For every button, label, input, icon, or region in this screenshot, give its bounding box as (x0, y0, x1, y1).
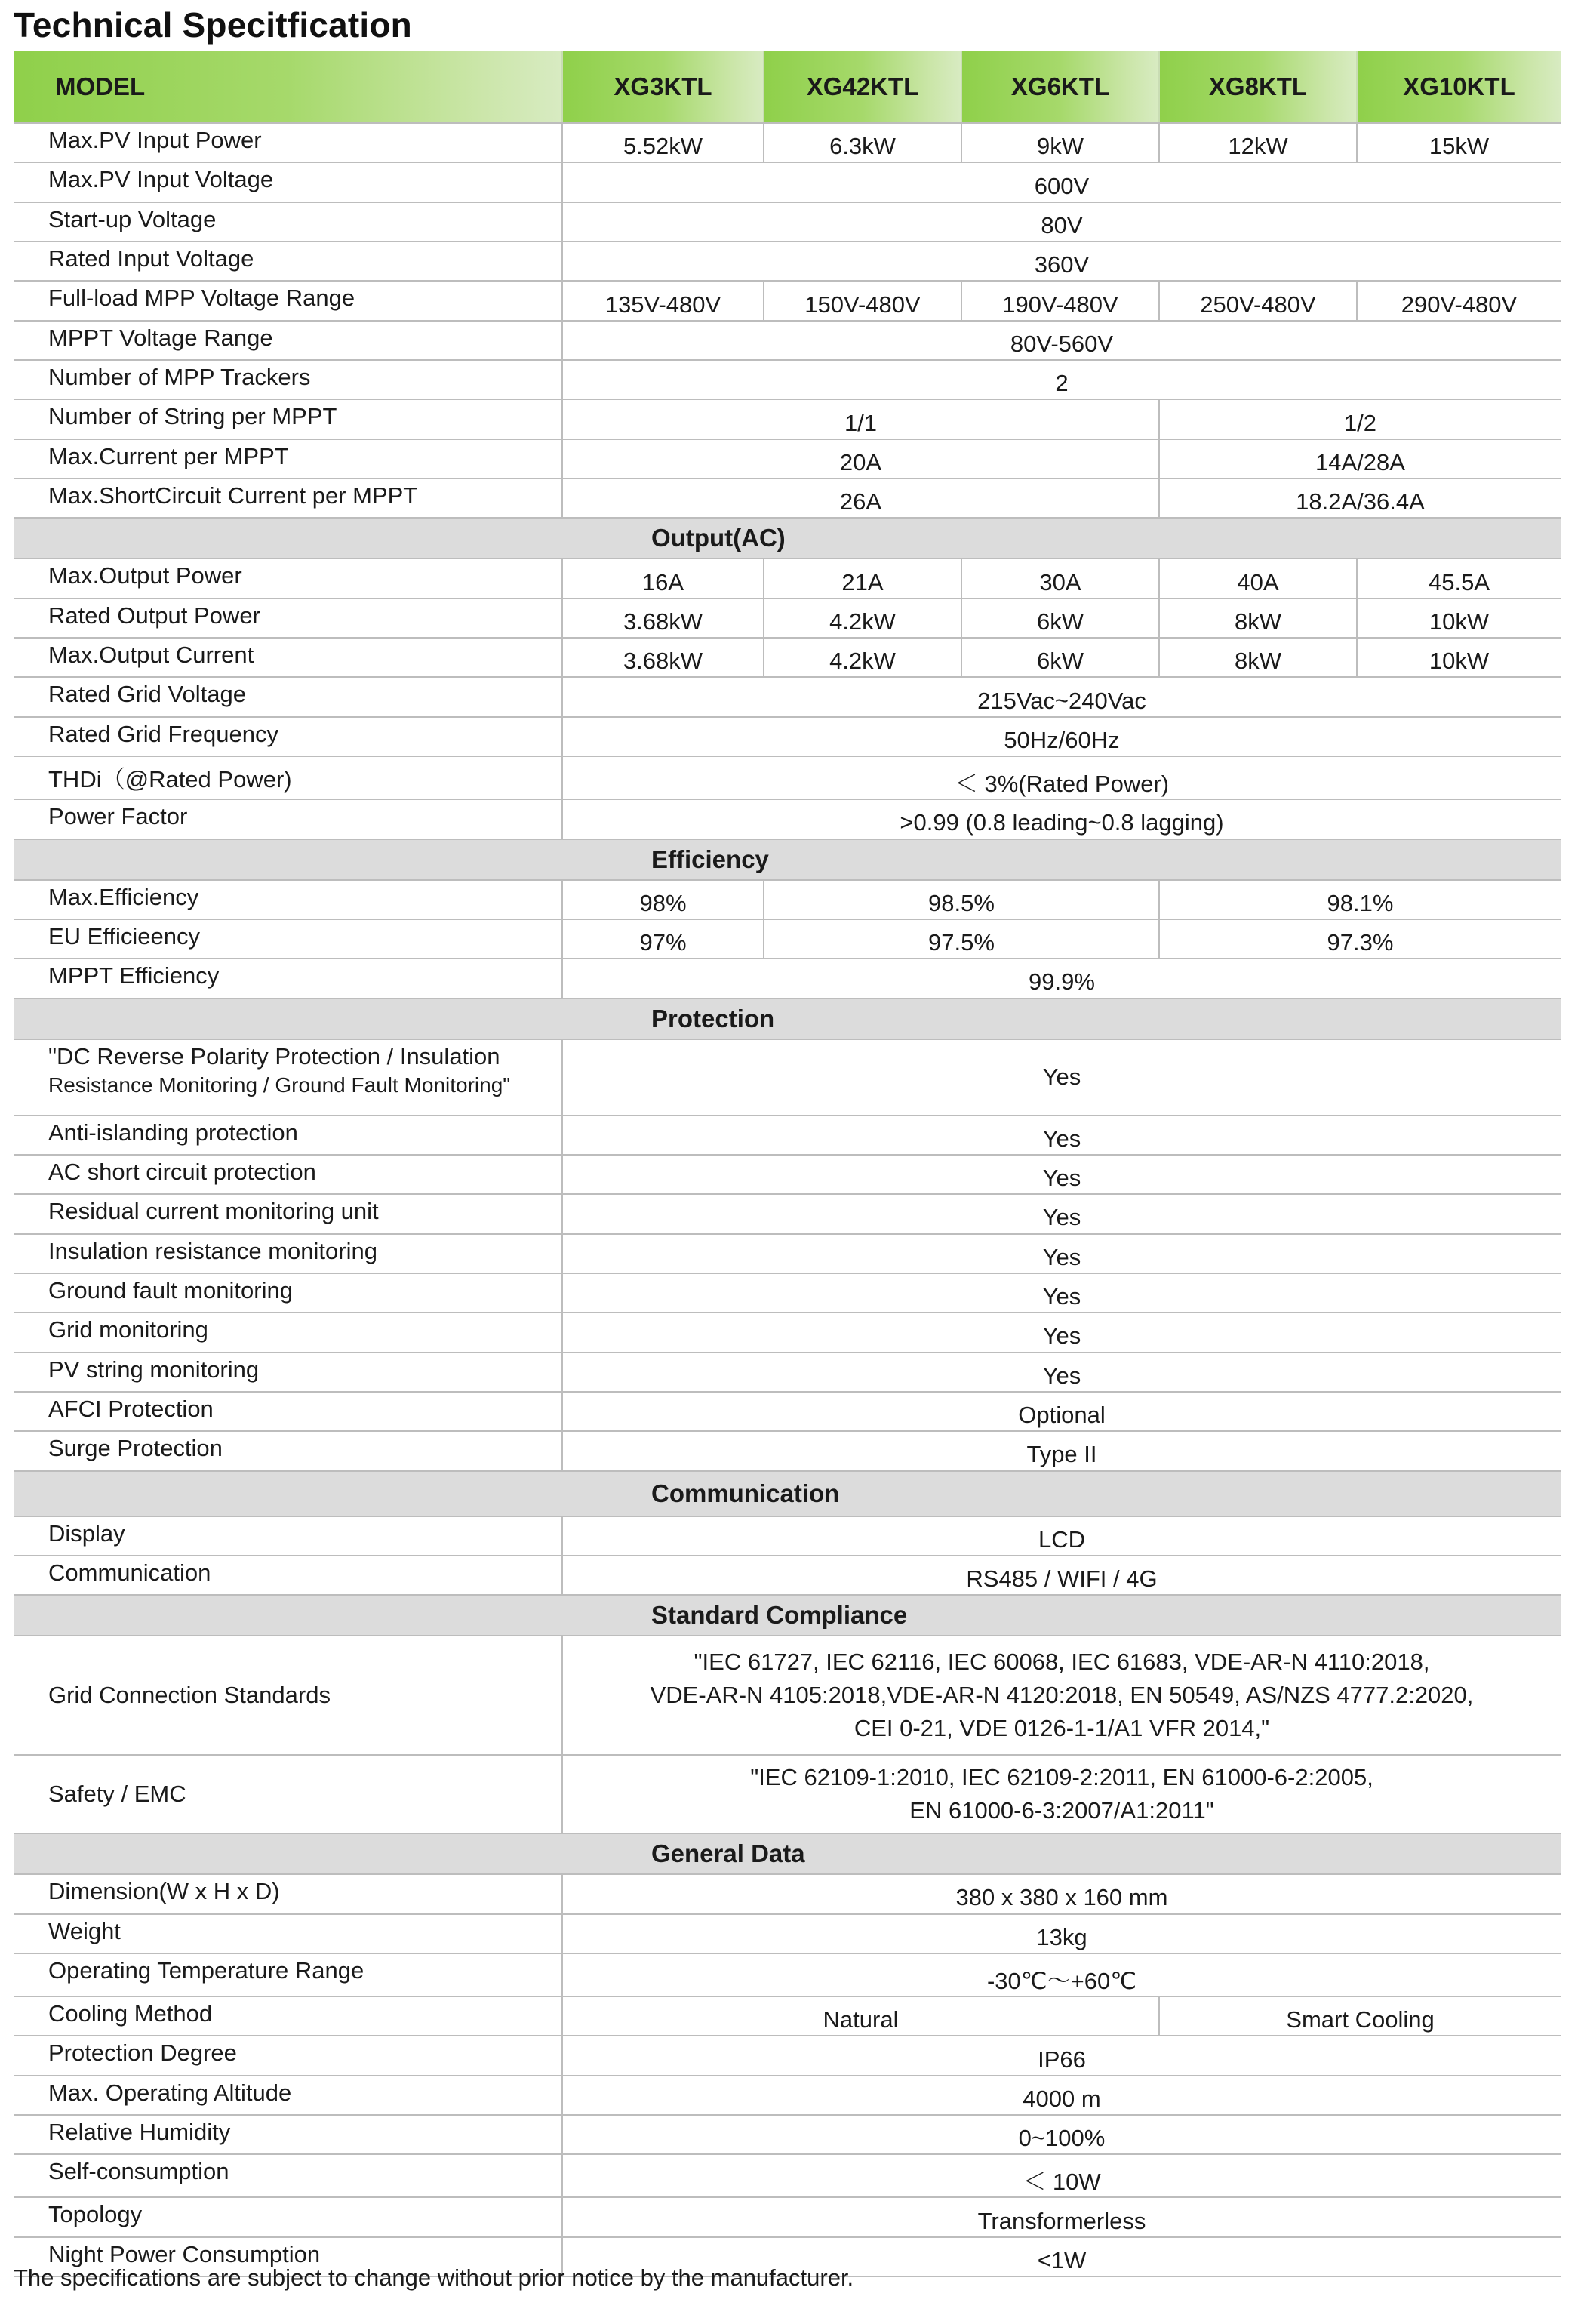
cell-value: Yes (562, 1313, 1561, 1352)
table-row (14, 1874, 1561, 1913)
row-label: Night Power Consumption (14, 2237, 562, 2276)
row-label: Number of MPP Trackers (14, 360, 562, 399)
cell-value: 8kW (1159, 599, 1357, 638)
table-row (14, 1755, 1561, 1833)
table-row (14, 1516, 1561, 1556)
cell-value: 290V-480V (1357, 281, 1561, 320)
cell-value: 250V-480V (1159, 281, 1357, 320)
cell-value: 135V-480V (562, 281, 764, 320)
cell-value: 10kW (1357, 599, 1561, 638)
table-row (14, 242, 1561, 281)
cell-value: Natural (562, 1996, 1159, 2036)
table-row (14, 123, 1561, 162)
table-row (14, 2197, 1561, 2236)
standards-line: "IEC 61727, IEC 62116, IEC 60068, IEC 61683, VDE-AR-N 4110:2018, (694, 1648, 1430, 1676)
row-label: Max.PV Input Power (14, 123, 562, 162)
table-row (14, 1155, 1561, 1194)
cell-value: Yes (562, 1155, 1561, 1194)
table-row (14, 638, 1561, 677)
cell-value: 98.5% (764, 880, 1159, 919)
table-row (14, 1392, 1561, 1431)
cell-value: 16A (562, 559, 764, 598)
table-row (14, 1914, 1561, 1953)
row-label: Anti-islanding protection (14, 1116, 562, 1155)
row-label: Insulation resistance monitoring (14, 1234, 562, 1273)
row-label: Max. Operating Altitude (14, 2076, 562, 2115)
table-row (14, 799, 1561, 839)
cell-value: Yes (562, 1116, 1561, 1155)
row-label: Start-up Voltage (14, 202, 562, 242)
cell-value: 97.3% (1159, 919, 1561, 959)
row-label: Weight (14, 1914, 562, 1953)
cell-value: >0.99 (0.8 leading~0.8 lagging) (562, 799, 1561, 839)
table-row (14, 717, 1561, 756)
section-header-efficiency (14, 839, 1561, 880)
cell-value: 40A (1159, 559, 1357, 598)
cell-value: 97.5% (764, 919, 1159, 959)
table-row (14, 1194, 1561, 1233)
cell-value (562, 1755, 1561, 1833)
row-label (14, 1039, 562, 1116)
standards-line: EN 61000-6-3:2007/A1:2011" (909, 1797, 1214, 1824)
row-label: AC short circuit protection (14, 1155, 562, 1194)
row-label: Number of String per MPPT (14, 399, 562, 439)
table-row (14, 1116, 1561, 1155)
cell-value: 97% (562, 919, 764, 959)
section-title: Protection (14, 999, 1561, 1039)
row-label: Rated Grid Frequency (14, 717, 562, 756)
row-label: Rated Output Power (14, 599, 562, 638)
row-label: Grid Connection Standards (14, 1636, 562, 1755)
table-row (14, 1556, 1561, 1595)
row-label: Max.ShortCircuit Current per MPPT (14, 479, 562, 518)
model-header: MODEL (14, 51, 562, 123)
cell-value: RS485 / WIFI / 4G (562, 1556, 1561, 1595)
standards-line: VDE-AR-N 4105:2018,VDE-AR-N 4120:2018, EN 50549, AS/NZS 4777.2:2020, (650, 1682, 1474, 1709)
cell-value: 12kW (1159, 123, 1357, 162)
row-label: Safety / EMC (14, 1755, 562, 1833)
section-header-communication (14, 1471, 1561, 1516)
table-row (14, 2115, 1561, 2154)
table-row (14, 2036, 1561, 2075)
cell-value: 6kW (961, 599, 1159, 638)
row-label: Surge Protection (14, 1431, 562, 1470)
row-label: Protection Degree (14, 2036, 562, 2075)
row-label: Display (14, 1516, 562, 1556)
cell-value: ＜ 3%(Rated Power) (562, 756, 1561, 799)
row-label: Max.Efficiency (14, 880, 562, 919)
cell-value: 2 (562, 360, 1561, 399)
cell-value (562, 1636, 1561, 1755)
row-label: Max.Output Current (14, 638, 562, 677)
section-title: General Data (14, 1833, 1561, 1874)
section-title: Efficiency (14, 839, 1561, 880)
section-header-protection (14, 999, 1561, 1039)
row-label: Residual current monitoring unit (14, 1194, 562, 1233)
table-row (14, 202, 1561, 242)
footnote: The specifications are subject to change without prior notice by the manufacturer. (14, 2264, 854, 2291)
table-row (14, 1313, 1561, 1352)
section-header-general (14, 1833, 1561, 1874)
cell-value: 80V-560V (562, 321, 1561, 360)
cell-value: Yes (562, 1234, 1561, 1273)
cell-value: 15kW (1357, 123, 1561, 162)
cell-value: 14A/28A (1159, 439, 1561, 479)
cell-value: 30A (961, 559, 1159, 598)
spec-table (14, 51, 1561, 2277)
row-label: AFCI Protection (14, 1392, 562, 1431)
table-row (14, 1039, 1561, 1116)
cell-value: 4.2kW (764, 599, 961, 638)
standards-line: CEI 0-21, VDE 0126-1-1/A1 VFR 2014," (854, 1715, 1270, 1742)
cell-value: Optional (562, 1392, 1561, 1431)
cell-value: 45.5A (1357, 559, 1561, 598)
row-label: Rated Input Voltage (14, 242, 562, 281)
cell-value: 1/1 (562, 399, 1159, 439)
table-row (14, 1431, 1561, 1470)
cell-value: 190V-480V (961, 281, 1159, 320)
model-xg10ktl: XG10KTL (1357, 51, 1561, 123)
cell-value: Yes (562, 1039, 1561, 1116)
table-row (14, 1273, 1561, 1313)
cell-value: 18.2A/36.4A (1159, 479, 1561, 518)
model-xg8ktl: XG8KTL (1159, 51, 1357, 123)
table-row (14, 1953, 1561, 1996)
row-label-line: Resistance Monitoring / Ground Fault Monitoring" (48, 1073, 511, 1097)
cell-value: Transformerless (562, 2197, 1561, 2236)
cell-value: Yes (562, 1273, 1561, 1313)
cell-value: 98.1% (1159, 880, 1561, 919)
row-label-line: "DC Reverse Polarity Protection / Insulation (48, 1042, 500, 1070)
cell-value: 1/2 (1159, 399, 1561, 439)
row-label: Dimension(W x H x D) (14, 1874, 562, 1913)
table-row (14, 162, 1561, 202)
section-title: Output(AC) (14, 518, 1561, 559)
cell-value: 50Hz/60Hz (562, 717, 1561, 756)
row-label: Power Factor (14, 799, 562, 839)
table-row (14, 559, 1561, 598)
cell-value: 600V (562, 162, 1561, 202)
table-row (14, 1353, 1561, 1392)
row-label: Communication (14, 1556, 562, 1595)
section-header-output (14, 518, 1561, 559)
cell-value: LCD (562, 1516, 1561, 1556)
row-label: Cooling Method (14, 1996, 562, 2036)
section-header-compliance (14, 1595, 1561, 1636)
row-label: Ground fault monitoring (14, 1273, 562, 1313)
row-label: MPPT Efficiency (14, 959, 562, 998)
cell-value: 150V-480V (764, 281, 961, 320)
cell-value: 26A (562, 479, 1159, 518)
standards-line: "IEC 62109-1:2010, IEC 62109-2:2011, EN 61000-6-2:2005, (750, 1764, 1373, 1791)
cell-value: 6.3kW (764, 123, 961, 162)
section-title: Standard Compliance (14, 1595, 1561, 1636)
cell-value: 0~100% (562, 2115, 1561, 2154)
table-row (14, 399, 1561, 439)
model-xg42ktl: XG42KTL (764, 51, 961, 123)
table-row (14, 1636, 1561, 1755)
model-xg6ktl: XG6KTL (961, 51, 1159, 123)
row-label: Rated Grid Voltage (14, 677, 562, 716)
cell-value: 21A (764, 559, 961, 598)
cell-value: 215Vac~240Vac (562, 677, 1561, 716)
table-row (14, 439, 1561, 479)
row-label: Max.Current per MPPT (14, 439, 562, 479)
table-row (14, 919, 1561, 959)
row-label: Full-load MPP Voltage Range (14, 281, 562, 320)
cell-value: 6kW (961, 638, 1159, 677)
row-label: EU Efficieency (14, 919, 562, 959)
row-label: Topology (14, 2197, 562, 2236)
cell-value: 4.2kW (764, 638, 961, 677)
cell-value: 9kW (961, 123, 1159, 162)
cell-value: 8kW (1159, 638, 1357, 677)
row-label: Max.PV Input Voltage (14, 162, 562, 202)
cell-value: 3.68kW (562, 638, 764, 677)
table-header-row (14, 51, 1561, 123)
table-row (14, 321, 1561, 360)
table-row (14, 479, 1561, 518)
table-row (14, 880, 1561, 919)
row-label: Max.Output Power (14, 559, 562, 598)
cell-value: 13kg (562, 1914, 1561, 1953)
page-title: Technical Specitfication (14, 5, 412, 45)
row-label: PV string monitoring (14, 1353, 562, 1392)
cell-value: 99.9% (562, 959, 1561, 998)
cell-value: 80V (562, 202, 1561, 242)
row-label: Operating Temperature Range (14, 1953, 562, 1996)
cell-value: Smart Cooling (1159, 1996, 1561, 2036)
cell-value: 10kW (1357, 638, 1561, 677)
table-row (14, 1234, 1561, 1273)
table-row (14, 2154, 1561, 2197)
cell-value: 380 x 380 x 160 mm (562, 1874, 1561, 1913)
cell-value: ＜ 10W (562, 2154, 1561, 2197)
cell-value: Yes (562, 1194, 1561, 1233)
model-xg3ktl: XG3KTL (562, 51, 764, 123)
cell-value: 5.52kW (562, 123, 764, 162)
table-row (14, 677, 1561, 716)
cell-value: 20A (562, 439, 1159, 479)
table-row (14, 599, 1561, 638)
row-label: MPPT Voltage Range (14, 321, 562, 360)
table-row (14, 2076, 1561, 2115)
table-row (14, 1996, 1561, 2036)
table-row (14, 756, 1561, 799)
table-row (14, 959, 1561, 998)
section-title: Communication (14, 1471, 1561, 1516)
row-label: Grid monitoring (14, 1313, 562, 1352)
row-label: Relative Humidity (14, 2115, 562, 2154)
table-row (14, 360, 1561, 399)
table-row (14, 281, 1561, 320)
cell-value: -30℃～+60℃ (562, 1953, 1561, 1996)
cell-value: <1W (562, 2237, 1561, 2276)
cell-value: 4000 m (562, 2076, 1561, 2115)
cell-value: IP66 (562, 2036, 1561, 2075)
row-label: THDi（@Rated Power) (14, 756, 562, 799)
cell-value: 360V (562, 242, 1561, 281)
cell-value: 3.68kW (562, 599, 764, 638)
cell-value: Type II (562, 1431, 1561, 1470)
cell-value: Yes (562, 1353, 1561, 1392)
cell-value: 98% (562, 880, 764, 919)
row-label: Self-consumption (14, 2154, 562, 2197)
